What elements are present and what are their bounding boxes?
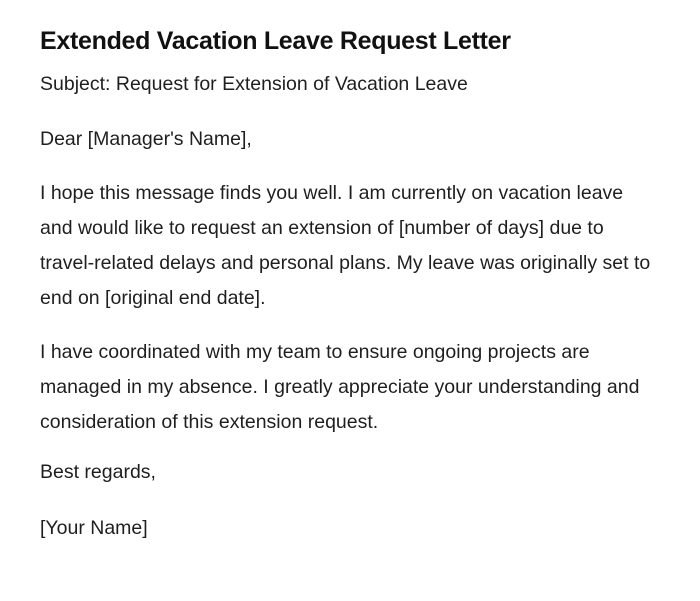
letter-paragraph-2: I have coordinated with my team to ensure ongoing projects are managed in my absence. I greatly appreciate your understanding and consideration of this extension request. xyxy=(40,341,640,433)
letter-closing: Best regards, xyxy=(40,461,156,483)
letter-subject: Subject: Request for Extension of Vacation Leave xyxy=(40,73,468,95)
letter-signature: [Your Name] xyxy=(40,517,148,539)
letter-greeting: Dear [Manager's Name], xyxy=(40,128,252,150)
letter-title: Extended Vacation Leave Request Letter xyxy=(40,27,511,55)
letter-paragraph-1: I hope this message finds you well. I am currently on vacation leave and would like to request an extension of [number of days] due to travel-related delays and personal plans. My leave was originally set to end on [original end date]. xyxy=(40,182,651,309)
